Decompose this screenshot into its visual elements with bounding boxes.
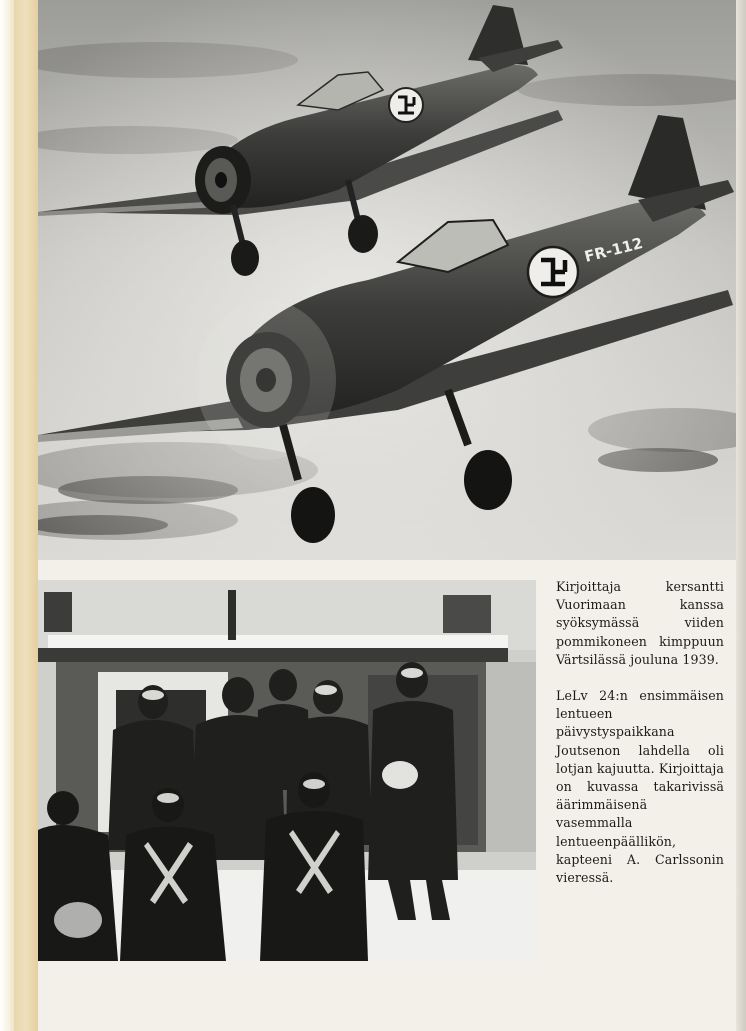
page-edge-right bbox=[736, 0, 746, 1031]
aircraft-illustration bbox=[38, 0, 736, 560]
page-edge-left bbox=[0, 0, 14, 1031]
book-spine bbox=[14, 0, 39, 1031]
photo-caption: LeLv 24:n ensimmäisen lentueen päivystyspaikkana Joutsenon lahdella oli lotjan kajuutta. Kirjoittaja on kuvassa takarivissä äärimmäisenä vasemmalla lentueenpäällikön, kapteeni A. Carlssonin vieressä. bbox=[556, 688, 724, 886]
illustration-caption: Kirjoittaja kersantti Vuorimaan kanssa syöksymässä viiden pommikoneen kimppuun Värtsilässä jouluna 1939. bbox=[556, 579, 724, 667]
caption-column bbox=[556, 578, 724, 905]
aircraft-code-text: FR-112 bbox=[582, 234, 645, 266]
group-photo bbox=[38, 580, 536, 961]
